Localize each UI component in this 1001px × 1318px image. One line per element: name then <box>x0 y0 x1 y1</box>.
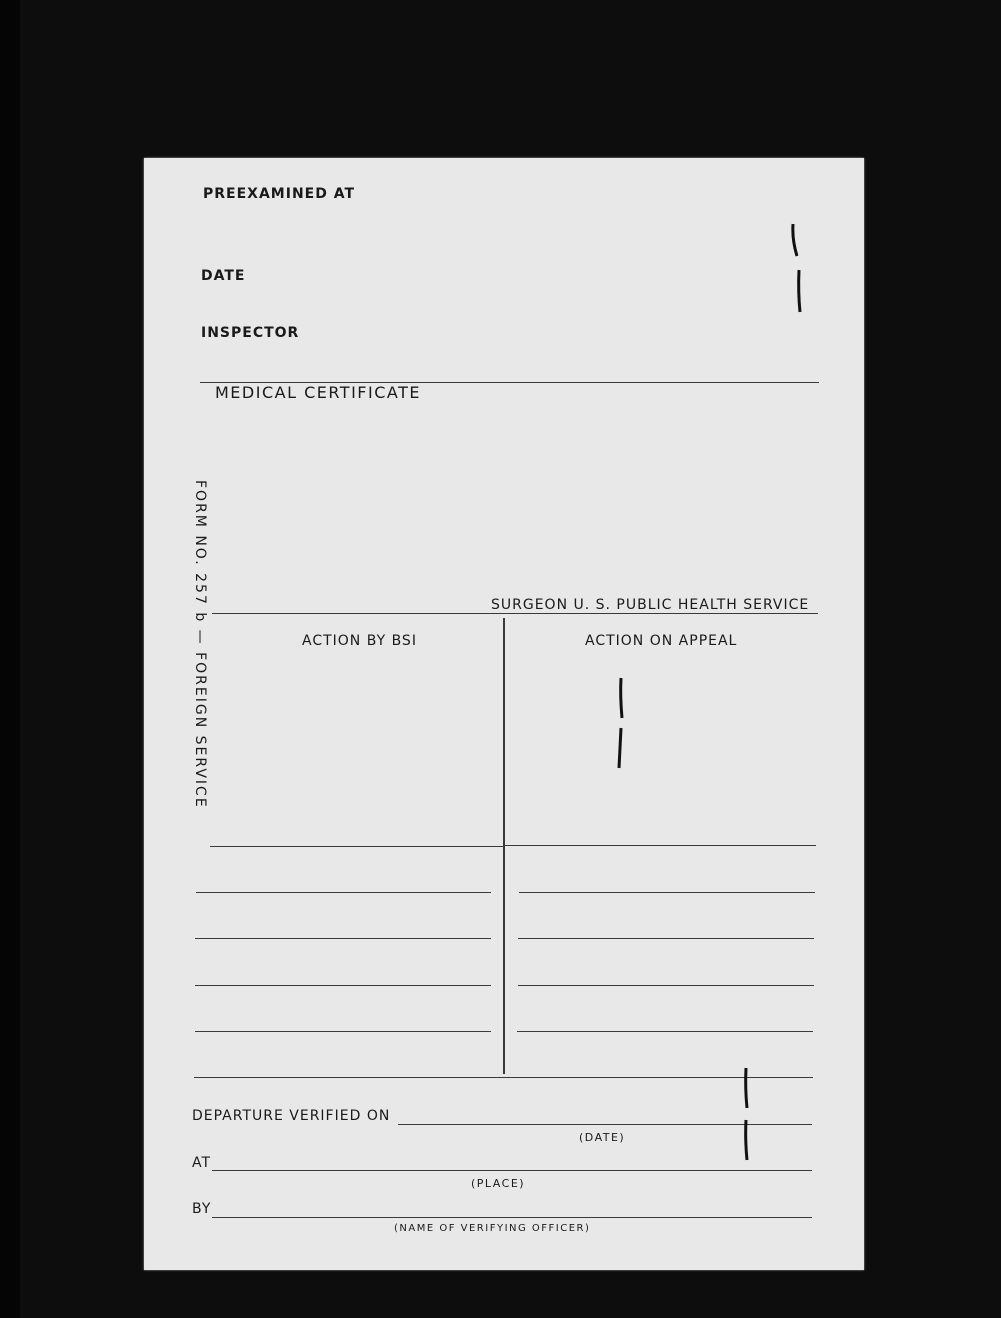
at-label: AT <box>192 1155 212 1171</box>
staple-mark-icon <box>610 674 634 774</box>
column-divider <box>503 618 505 1074</box>
background-edge <box>0 0 20 1318</box>
bsi-line-4 <box>195 985 491 986</box>
appeal-line-4 <box>518 985 814 986</box>
staple-mark-icon <box>786 220 810 320</box>
medical-certificate-label: MEDICAL CERTIFICATE <box>215 383 421 402</box>
preexamined-at-label: PREEXAMINED AT <box>203 186 356 202</box>
date-caption: (DATE) <box>579 1131 626 1144</box>
appeal-line-3 <box>518 938 814 939</box>
officer-caption: (NAME OF VERIFYING OFFICER) <box>394 1223 591 1234</box>
place-line <box>212 1170 812 1171</box>
appeal-line-5 <box>517 1031 813 1032</box>
bsi-line-3 <box>195 938 491 939</box>
bsi-line-2 <box>196 892 491 893</box>
appeal-line-1 <box>505 845 816 846</box>
action-on-appeal-label: ACTION ON APPEAL <box>585 633 738 649</box>
action-by-bsi-label: ACTION BY BSI <box>302 633 417 649</box>
form-number: FORM NO. 257 b — FOREIGN SERVICE <box>192 480 208 809</box>
by-label: BY <box>192 1201 212 1217</box>
place-caption: (PLACE) <box>471 1177 526 1190</box>
date-label: DATE <box>201 268 246 284</box>
bsi-line-1 <box>210 846 503 847</box>
appeal-line-2 <box>519 892 815 893</box>
surgeon-label: SURGEON U. S. PUBLIC HEALTH SERVICE <box>491 597 810 613</box>
columns-bottom-line <box>194 1077 813 1078</box>
staple-mark-icon <box>736 1064 760 1164</box>
officer-line <box>212 1217 812 1218</box>
bsi-line-5 <box>195 1031 491 1032</box>
inspector-label: INSPECTOR <box>201 325 300 341</box>
departure-verified-label: DEPARTURE VERIFIED ON <box>192 1108 391 1124</box>
surgeon-signature-line <box>212 613 818 614</box>
